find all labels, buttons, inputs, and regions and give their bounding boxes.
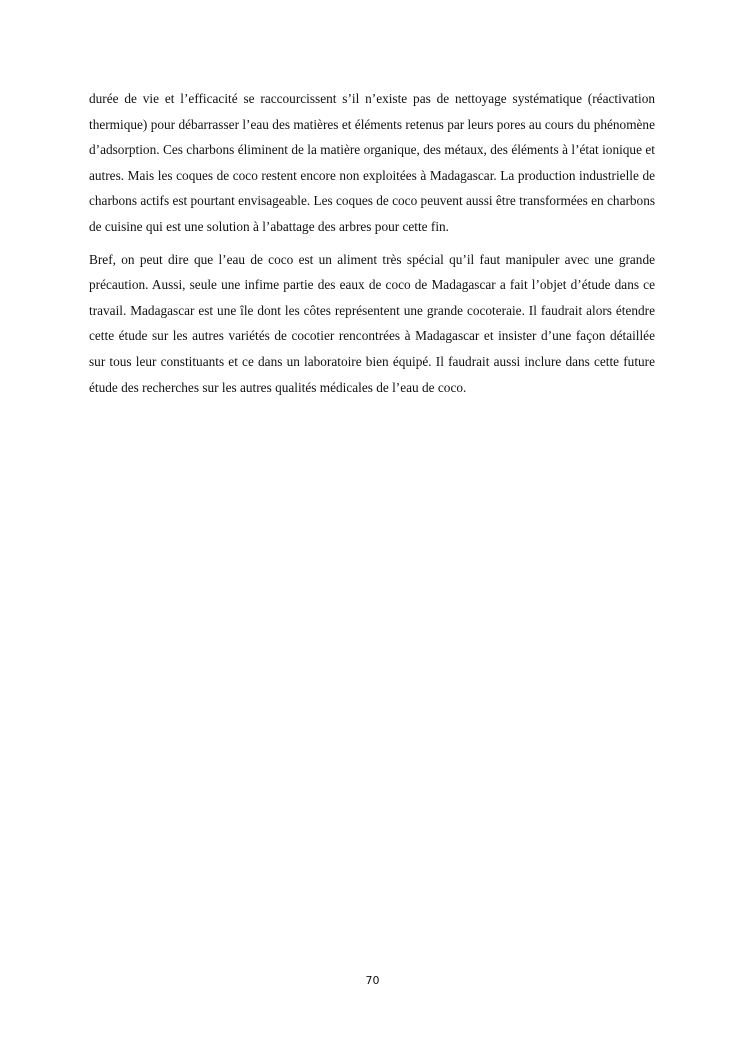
paragraph-1: durée de vie et l’efficacité se raccourcissent s’il n’existe pas de nettoyage systématique (réactivation thermique) pour débarrasser l’eau des matières et éléments retenus par leurs pores au cours du phénomène d’adsorption. Ces charbons éliminent de la matière organique, des métaux, des éléments à l’état ionique et autres. Mais les coques de coco restent encore non exploitées à Madagascar. La production industrielle de charbons actifs est pourtant envisageable. Les coques de coco peuvent aussi être transformées en charbons de cuisine qui est une solution à l’abattage des arbres pour cette fin. <box>89 91 656 234</box>
page-number: 70 <box>365 974 380 987</box>
paragraph-2: Bref, on peut dire que l’eau de coco est un aliment très spécial qu’il faut manipuler avec une grande précaution. Aussi, seule une infime partie des eaux de coco de Madagascar a fait l’objet d’étude dans ce travail. Madagascar est une île dont les côtes représentent une grande cocoteraie. Il faudrait alors étendre cette étude sur les autres variétés de cocotier rencontrées à Madagascar et insister d’une façon détaillée sur tous leur constituants et ce dans un laboratoire bien équipé. Il faudrait aussi inclure dans cette future étude des recherches sur les autres qualités médicales de l’eau de coco. <box>89 251 655 395</box>
body-text <box>89 86 655 407</box>
